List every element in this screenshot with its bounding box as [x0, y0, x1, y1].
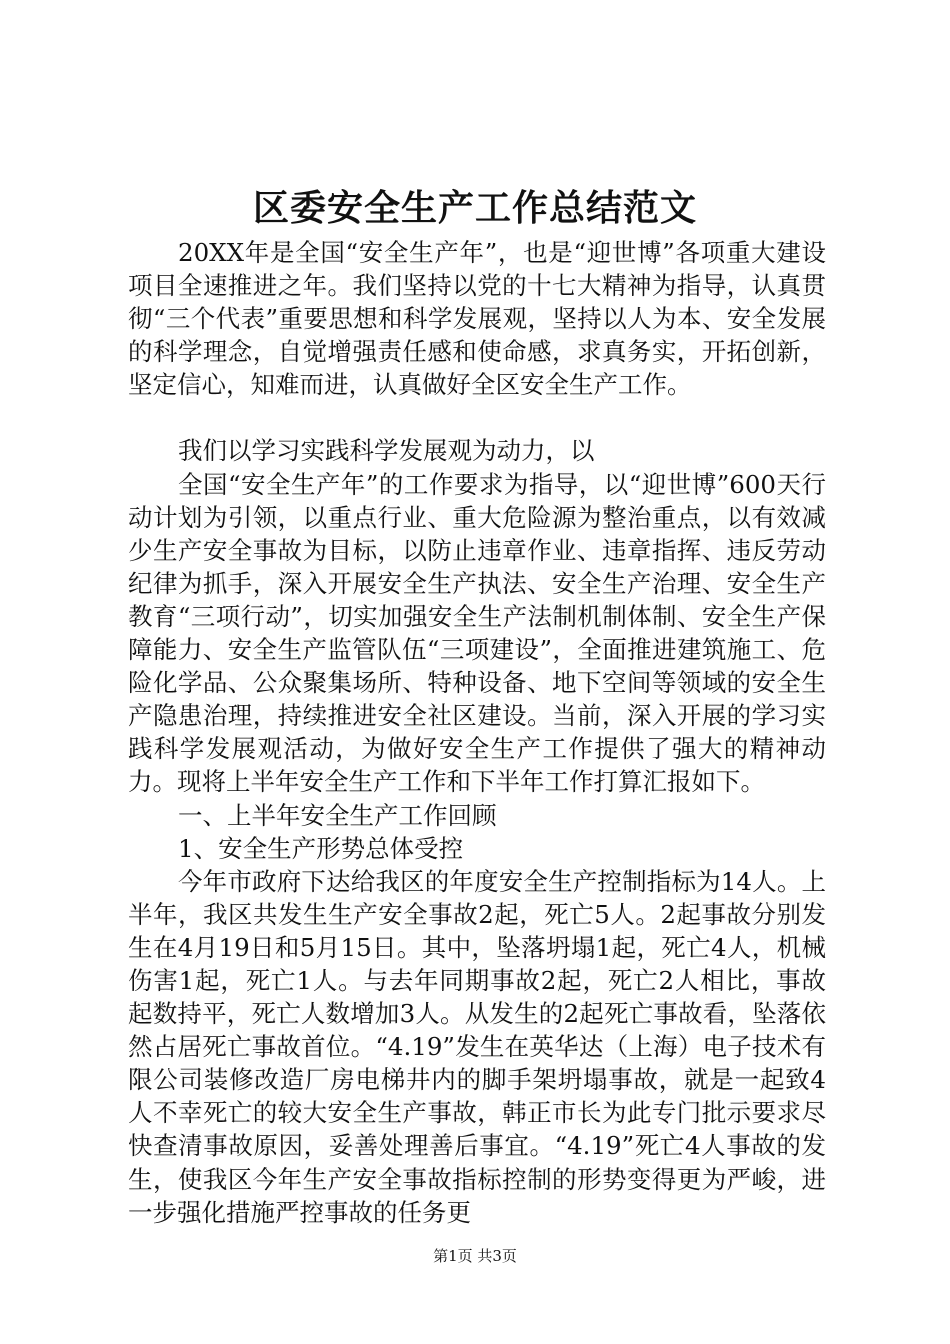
paragraph-intro: 20XX年是全国“安全生产年”，也是“迎世博”各项重大建设项目全速推进之年。我们坚持以党的十七大精神为指导，认真贯彻“三个代表”重要思想和科学发展观，坚持以人为本、安全发展的科学理念，自觉增强责任感和使命感，求真务实，开拓创新，坚定信心，知难而进，认真做好全区安全生产工作。 — [128, 238, 826, 400]
document-body — [128, 236, 826, 1229]
section-heading-review: 一、上半年安全生产工作回顾 — [178, 800, 497, 830]
paragraph-statistics: 今年市政府下达给我区的年度安全生产控制指标为14人。上半年，我区共发生生产安全事故2起，死亡5人。2起事故分别发生在4月19日和5月15日。其中，坠落坍塌1起，死亡4人，机械伤害1起，死亡1人。与去年同期事故2起，死亡2人相比，事故起数持平，死亡人数增加3人。从发生的2起死亡事故看，坠落依然占居死亡事故首位。“4.19”发生在英华达（上海）电子技术有限公司装修改造厂房电梯井内的脚手架坍塌事故，就是一起致4人不幸死亡的较大安全生产事故，韩正市长为此专门批示要求尽快查清事故原因，妥善处理善后事宜。“4.19”死亡4人事故的发生，使我区今年生产安全事故指标控制的形势变得更为严峻，进一步强化措施严控事故的任务更 — [128, 866, 826, 1227]
paragraph-spacer — [128, 401, 826, 434]
page-number-footer: 第1页 共3页 — [433, 1247, 517, 1265]
document-title: 区委安全生产工作总结范文 — [252, 187, 697, 229]
paragraph-motivation: 我们以学习实践科学发展观为动力，以 — [178, 436, 595, 466]
paragraph-guidance: 全国“安全生产年”的工作要求为指导，以“迎世博”600天行动计划为引领，以重点行业、重大危险源为整治重点，以有效减少生产安全事故为目标，以防止违章作业、违章指挥、违反劳动纪律为抓手，深入开展安全生产执法、安全生产治理、安全生产教育“三项行动”，切实加强安全生产法制机制体制、安全生产保障能力、安全生产监管队伍“三项建设”，全面推进建筑施工、危险化学品、公众聚集场所、特种设备、地下空间等领域的安全生产隐患治理，持续推进安全社区建设。当前，深入开展的学习实践科学发展观活动，为做好安全生产工作提供了强大的精神动力。现将上半年安全生产工作和下半年工作打算汇报如下。 — [128, 469, 826, 797]
subsection-heading-situation: 1、安全生产形势总体受控 — [178, 833, 464, 863]
